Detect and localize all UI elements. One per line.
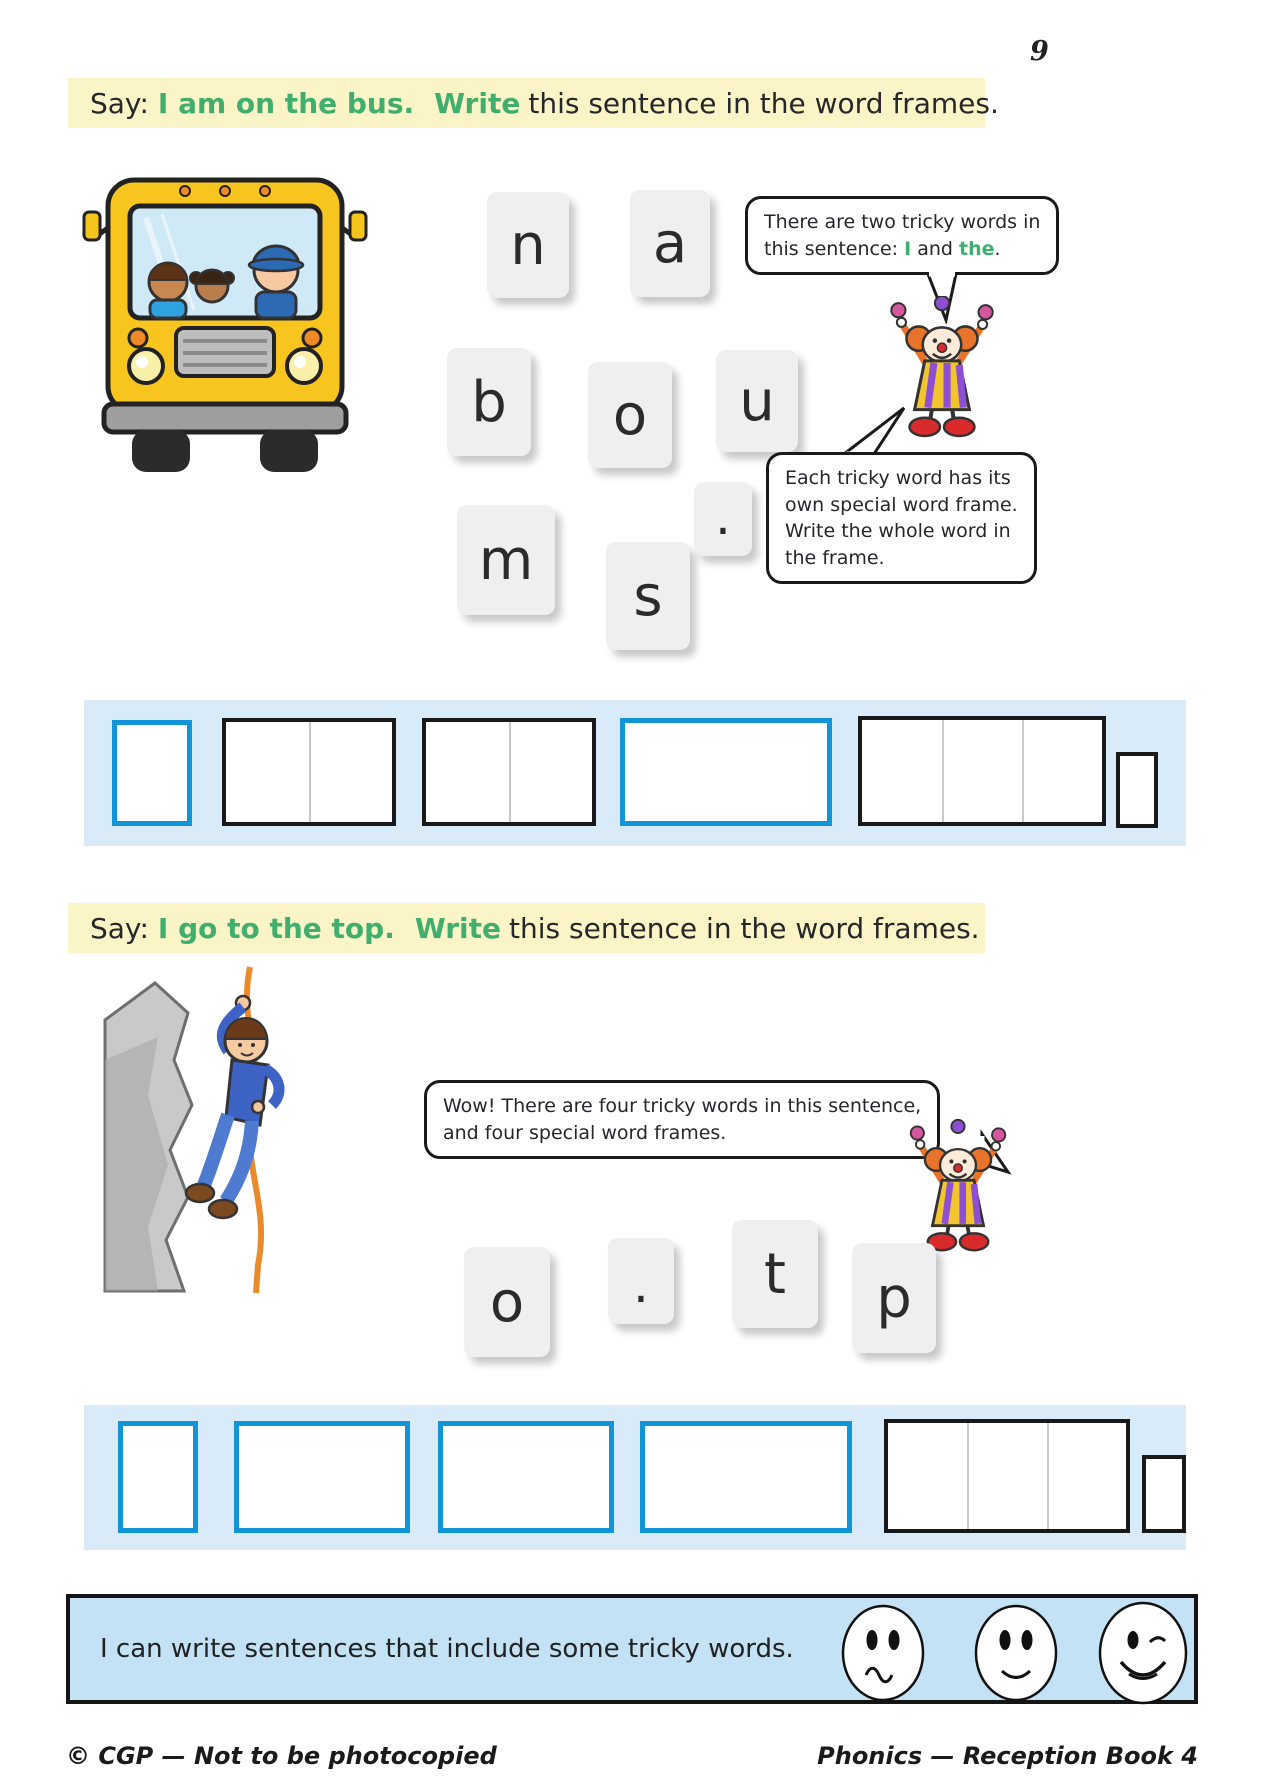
letter-tile-o: o: [588, 362, 672, 468]
letter-tile-a: a: [630, 190, 710, 297]
letter-tile-m: m: [457, 505, 555, 615]
full-stop-frame[interactable]: [1116, 752, 1158, 828]
banner-sentence: I go to the top.: [157, 911, 395, 945]
happy-wink-face-icon[interactable]: [1096, 1600, 1190, 1706]
self-assessment-bar: [66, 1594, 1198, 1704]
rock-climber-illustration: [100, 965, 340, 1295]
tricky-word-the: the: [959, 237, 995, 260]
letter-tile-o: o: [464, 1247, 550, 1357]
banner-write-word: Write: [434, 86, 521, 120]
word-frame-tricky-go[interactable]: [234, 1421, 410, 1533]
tricky-word-I: I: [904, 237, 912, 260]
word-frame-strip-1: [84, 700, 1186, 846]
word-frame-tricky-I[interactable]: [118, 1421, 198, 1533]
banner-suffix: this sentence in the word frames.: [528, 86, 999, 120]
instruction-banner-2: [68, 903, 985, 953]
juggling-clown-illustration: [906, 1112, 1010, 1260]
bubble-line: this sentence: I and the.: [764, 237, 1001, 260]
book-title: Phonics — Reception Book 4: [817, 1742, 1198, 1770]
speech-bubble-wow: [424, 1080, 940, 1159]
bubble-line: and four special word frames.: [443, 1121, 727, 1144]
word-frame-tricky-the[interactable]: [620, 718, 832, 826]
full-stop-frame[interactable]: [1142, 1455, 1186, 1533]
letter-tile-t: t: [732, 1220, 818, 1328]
bubble-line: There are two tricky words in: [764, 211, 1041, 233]
word-frame-tricky-the[interactable]: [640, 1421, 852, 1533]
word-frame-top[interactable]: [884, 1419, 1130, 1533]
banner-sentence: I am on the bus.: [157, 86, 415, 120]
word-frame-bus[interactable]: [858, 716, 1106, 826]
word-frame-tricky-to[interactable]: [438, 1421, 614, 1533]
school-bus-illustration: [80, 158, 370, 473]
neutral-face-icon[interactable]: [972, 1603, 1060, 1703]
page-number: 9: [1030, 36, 1049, 67]
word-frame-am[interactable]: [222, 718, 396, 826]
banner-suffix: this sentence in the word frames.: [509, 911, 980, 945]
sad-face-icon[interactable]: [839, 1603, 927, 1703]
full-stop-tile: .: [608, 1238, 674, 1324]
self-assessment-statement: I can write sentences that include some tricky words.: [100, 1634, 794, 1664]
copyright-notice: © CGP — Not to be photocopied: [66, 1742, 497, 1770]
instruction-banner-1: [68, 78, 999, 128]
letter-tile-s: s: [606, 542, 690, 650]
speech-bubble-tricky-words: [745, 196, 1059, 275]
banner-say-label: Say:: [90, 911, 149, 945]
bubble-line: own special word frame.: [785, 493, 1018, 516]
speech-bubble-word-frames: [766, 452, 1037, 584]
word-frame-strip-2: [84, 1405, 1186, 1550]
word-frame-tricky-I[interactable]: [112, 720, 192, 826]
letter-tile-n: n: [487, 192, 569, 298]
bubble-line: Wow! There are four tricky words in this sentence,: [443, 1095, 922, 1117]
banner-write-word: Write: [414, 911, 502, 945]
bubble-line: the frame.: [785, 546, 885, 569]
letter-tile-u: u: [716, 350, 798, 452]
speech-bubble-tail: [828, 404, 913, 458]
full-stop-tile: .: [694, 482, 752, 556]
letter-tile-p: p: [852, 1243, 936, 1353]
banner-say-label: Say:: [90, 86, 149, 120]
word-frame-on[interactable]: [422, 718, 596, 826]
bubble-line: Each tricky word has its: [785, 467, 1011, 489]
letter-tile-b: b: [447, 348, 531, 456]
bubble-line: Write the whole word in: [785, 520, 1011, 543]
